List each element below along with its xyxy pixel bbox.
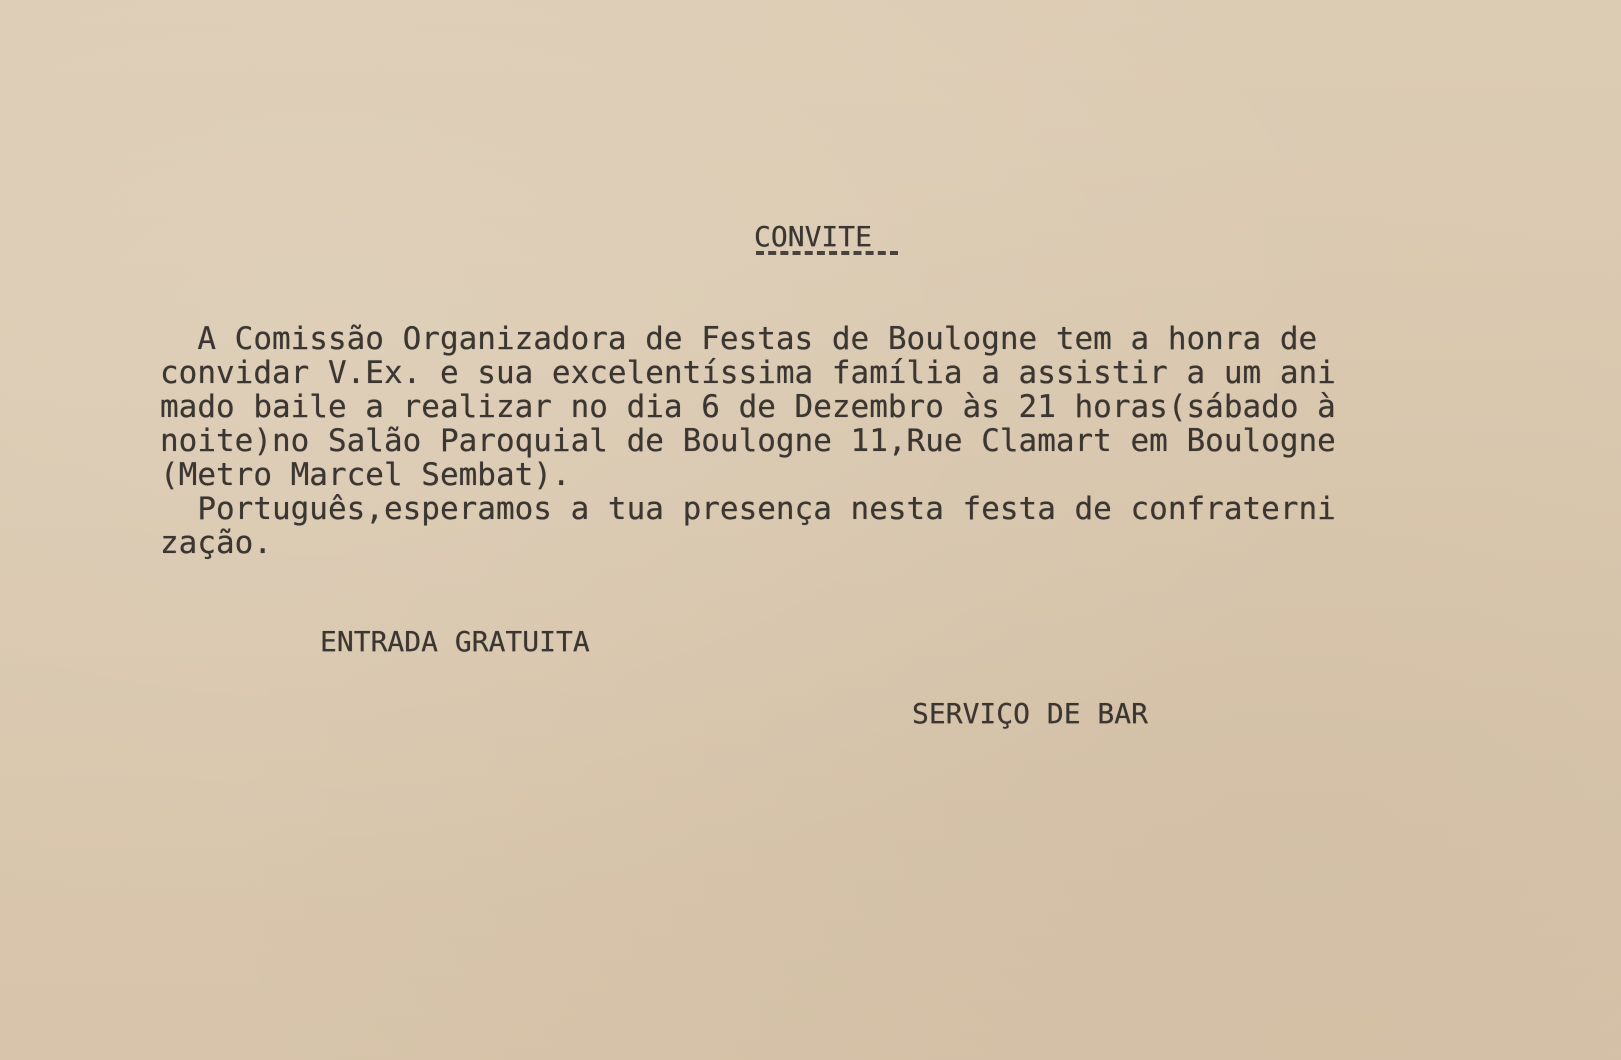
document-title: CONVITE [754,220,873,253]
body-line: Português,esperamos a tua presença nesta festa de confraterni [160,491,1336,527]
body-line: noite)no Salão Paroquial de Boulogne 11,Rue Clamart em Boulogne [160,423,1336,459]
body-line: mado baile a realizar no dia 6 de Dezembro às 21 horas(sábado à [160,389,1336,425]
body-line: (Metro Marcel Sembat). [160,457,571,493]
title-underline [756,251,898,255]
body-line: A Comissão Organizadora de Festas de Boulogne tem a honra de [160,321,1318,357]
body-line: convidar V.Ex. e sua excelentíssima família a assistir a um ani [160,355,1336,391]
body-line: zação. [160,525,272,561]
free-entry-note: ENTRADA GRATUITA [320,625,590,658]
bar-service-note: SERVIÇO DE BAR [912,697,1149,730]
